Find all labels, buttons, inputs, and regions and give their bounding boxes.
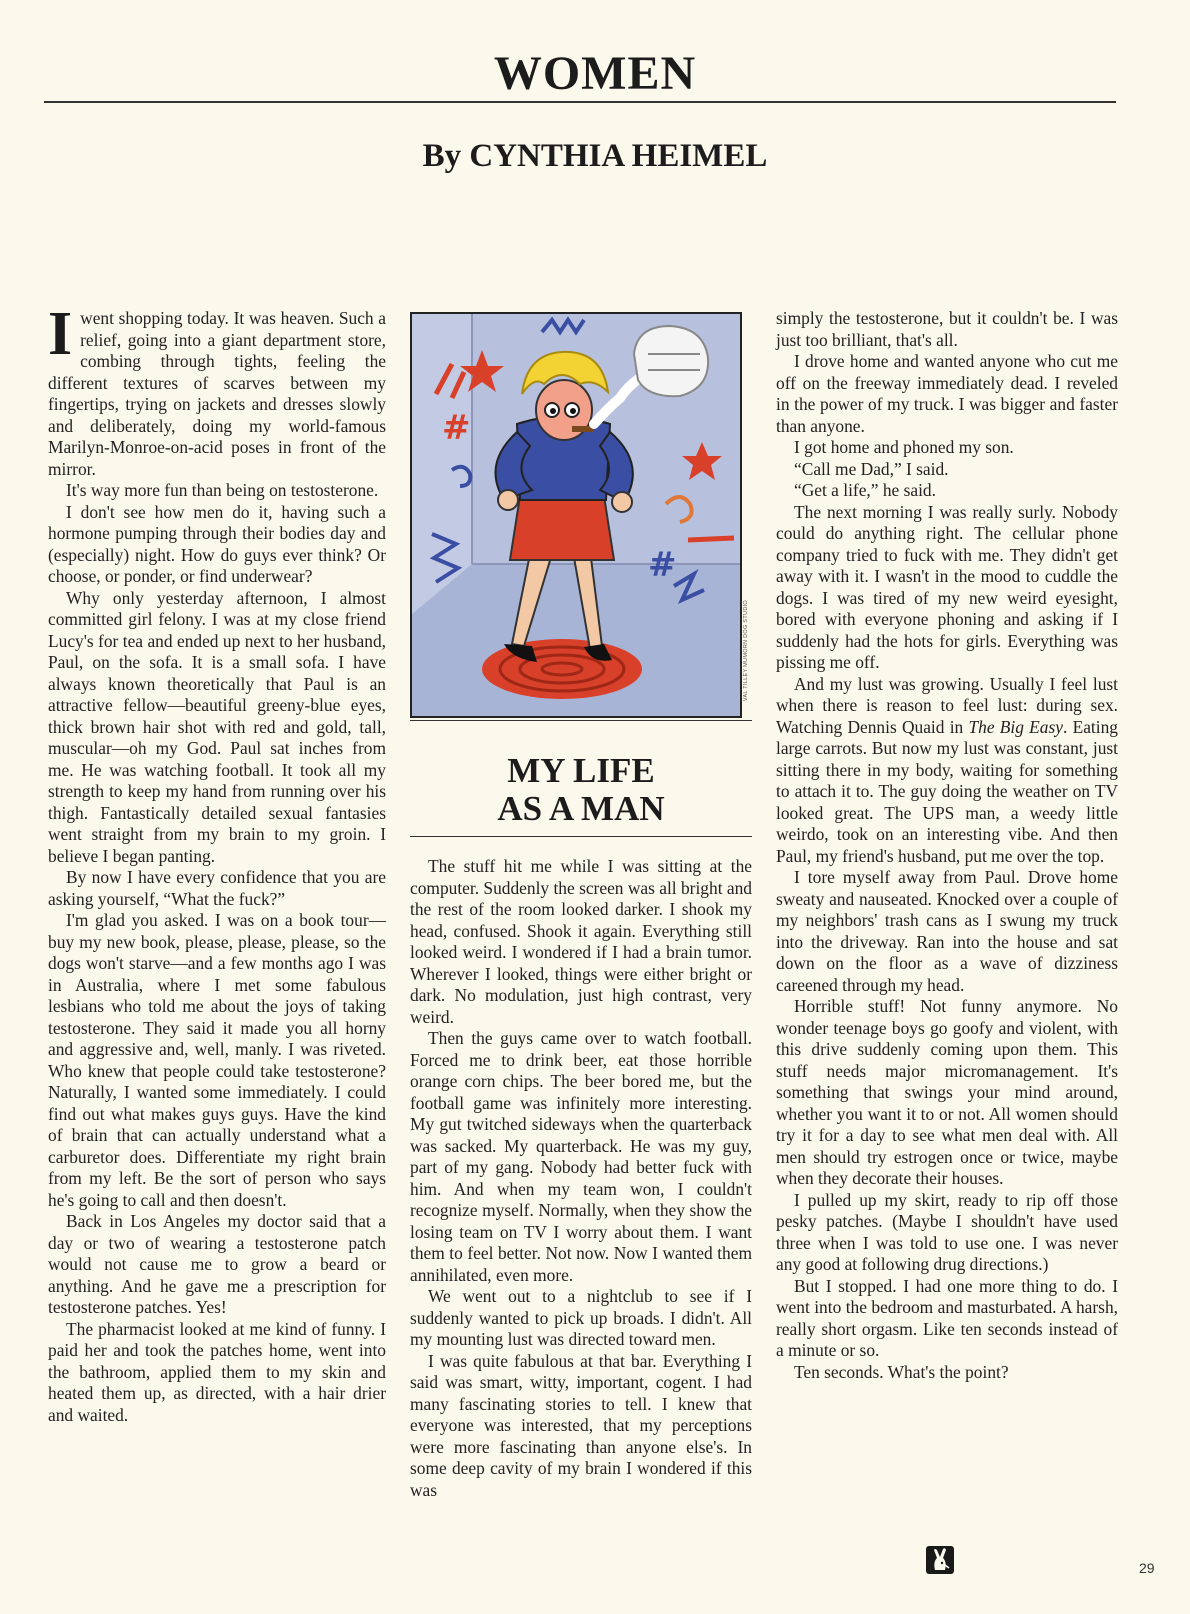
paragraph: “Call me Dad,” I said. <box>794 458 949 479</box>
paragraph: I drove home and wanted anyone who cut me off on the freeway immediately dead. I reveled in the power of my truck. I was bigger and faster than anyone. <box>776 351 1118 436</box>
paragraph: Ten seconds. What's the point? <box>794 1361 1009 1382</box>
paragraph: Back in Los Angeles my doctor said that a day or two of wearing a testosterone patch would not cause me to grow a beard or anything. And he gave me a prescription for testosterone patches. Yes! <box>48 1211 386 1317</box>
subtitle-line-1: MY LIFE <box>507 751 655 790</box>
paragraph: It's way more fun than being on testosterone. <box>66 480 379 500</box>
drop-cap: I <box>48 300 73 368</box>
subtitle-rule-bottom <box>410 836 752 837</box>
rabbit-head-icon <box>926 1546 954 1574</box>
paragraph: I pulled up my skirt, ready to rip off those pesky patches. (Maybe I shouldn't have used three when I was told to use one. I was never any good at following drug directions.) <box>776 1189 1118 1274</box>
paragraph: But I stopped. I had one more thing to do. I went into the bedroom and masturbated. A harsh, really short orgasm. Like ten seconds instead of a minute or so. <box>776 1275 1118 1360</box>
title-rule <box>44 101 1116 103</box>
paragraph: And my lust was growing. Usually I feel lust when there is reason to feel lust: during sex. Watching Dennis Quaid in The Big Easy. Eating large carrots. But now my lust was constant, just sitting there in my body, waiting for something to attach it to. The guy doing the weather on TV looked great. The UPS man, a weedy little weirdo, took on an interesting vibe. And then Paul, my friend's husband, put me over the top. <box>776 673 1118 866</box>
article-subtitle <box>410 752 752 828</box>
paragraph: By now I have every confidence that you are asking yourself, “What the fuck?” <box>48 867 386 909</box>
paragraph: The stuff hit me while I was sitting at the computer. Suddenly the screen was all bright and the rest of the room looked darker. I shook my head, confused. Shook it again. Everything still looked weird. I wondered if I had a brain tumor. Wherever I looked, things were either bright or dark. No modulation, just high contrast, very weird. <box>410 856 752 1027</box>
byline: By CYNTHIA HEIMEL <box>422 138 768 174</box>
article-column-1 <box>48 300 386 1426</box>
paragraph: Why only yesterday afternoon, I almost committed girl felony. I was at my close friend Lucy's for tea and ended up next to her husband, Paul, on the sofa. It is a small sofa. I have always known theoretically that Paul is an attractive fellow—beautiful greeny-blue eyes, thick brown hair shot with red and gold, tall, muscular—oh my God. Paul sat inches from me. He was watching football. It took all my strength to keep my hand from running over his thigh. Fantastically detailed sexual fantasies went straight from my brain to my groin. I believe I began panting. <box>48 587 386 866</box>
paragraph: I'm glad you asked. I was on a book tour—buy my new book, please, please, please, so the dogs won't starve—and a few months ago I was in Australia, where I met some fabulous lesbians who told me about the joys of taking testosterone. They said it made you all horny and aggressive and, well, manly. I was riveted. Who knew that people could take testosterone? Naturally, I wanted some immediately. I could find out what makes guys guys. Have the kind of brain that can actually understand what a carburetor does. Differentiate my right brain from my left. Be the sort of person who says he's going to call and then doesn't. <box>48 910 386 1210</box>
paragraph: The next morning I was really surly. Nobody could do anything right. The cellular phone company tried to fuck with me. They didn't get away with it. I wasn't in the mood to cuddle the dogs. I was tired of my new weird eyesight, bored with everyone phoning and asking if I suddenly had the hots for girls. Everything was pissing me off. <box>776 501 1118 672</box>
paragraph: Then the guys came over to watch football. Forced me to drink beer, eat those horrible orange corn chips. The beer bored me, but the football game was infinitely more interesting. My gut twitched sideways when the quarterback was sacked. My quarterback. He was my guy, part of my gang. Nobody had better fuck with him. And when my team won, I couldn't recognize myself. Normally, when they show the losing team on TV I worry about them. I want them to feel better. Not now. Now I wanted them annihilated, even more. <box>410 1028 752 1285</box>
paragraph: Horrible stuff! Not funny anymore. No wonder teenage boys go goofy and violent, with this drive suddenly coming upon them. This stuff needs major micromanagement. It's something that swings your mind around, whether you want it to or not. All women should try it for a day to see what men deal with. All men should try estrogen once or twice, maybe when they decorate their houses. <box>776 996 1118 1188</box>
paragraph: simply the testosterone, but it couldn't be. I was just too brilliant, that's all. <box>776 308 1118 350</box>
angry-woman-illustration <box>410 312 742 718</box>
article-column-2 <box>410 856 752 1501</box>
paragraph: The pharmacist looked at me kind of funny. I paid her and took the patches home, went into the bathroom, applied them to my skin and heated them up, as directed, with a hair drier and waited. <box>48 1318 386 1425</box>
section-title: WOMEN <box>493 47 697 100</box>
subtitle-line-2: AS A MAN <box>497 789 665 828</box>
article-column-3 <box>776 308 1118 1383</box>
paragraph: “Get a life,” he said. <box>794 480 936 500</box>
paragraph: I tore myself away from Paul. Drove home sweaty and nauseated. Knocked over a couple of my neighbors' trash cans as I swung my truck into the driveway. Ran into the house and sat down on the floor as a wave of dizziness careened through my head. <box>776 867 1118 995</box>
paragraph: Iwent shopping today. It was heaven. Such a relief, going into a giant department store, combing through tights, feeling the different textures of scarves between my fingertips, trying on jackets and dresses slowly and deliberately, doing my world-famous Marilyn-Monroe-on-acid poses in front of the mirror. <box>48 300 386 479</box>
subtitle-rule-top <box>410 720 752 721</box>
page-number: 29 <box>1139 1560 1155 1576</box>
paragraph: We went out to a nightclub to see if I suddenly wanted to pick up broads. I didn't. All my mounting lust was directed toward men. <box>410 1286 752 1349</box>
paragraph: I don't see how men do it, having such a hormone pumping through their bodies day and (especially) night. How do guys ever think? Or choose, or ponder, or find underwear? <box>48 501 386 586</box>
svg-text:#: # <box>648 545 677 585</box>
illustration-credit: VAL TILLEY MUMORN DOG STUDIO <box>743 600 749 702</box>
paragraph: I got home and phoned my son. <box>794 437 1014 457</box>
film-title: The Big Easy <box>968 716 1063 737</box>
svg-text:#: # <box>442 408 471 448</box>
paragraph: I was quite fabulous at that bar. Everything I said was smart, witty, important, cogent. I had many fascinating stories to tell. I knew that everyone was interested, that my perceptions were more fascinating than anyone else's. In some deep cavity of my brain I wondered if this was <box>410 1350 752 1500</box>
